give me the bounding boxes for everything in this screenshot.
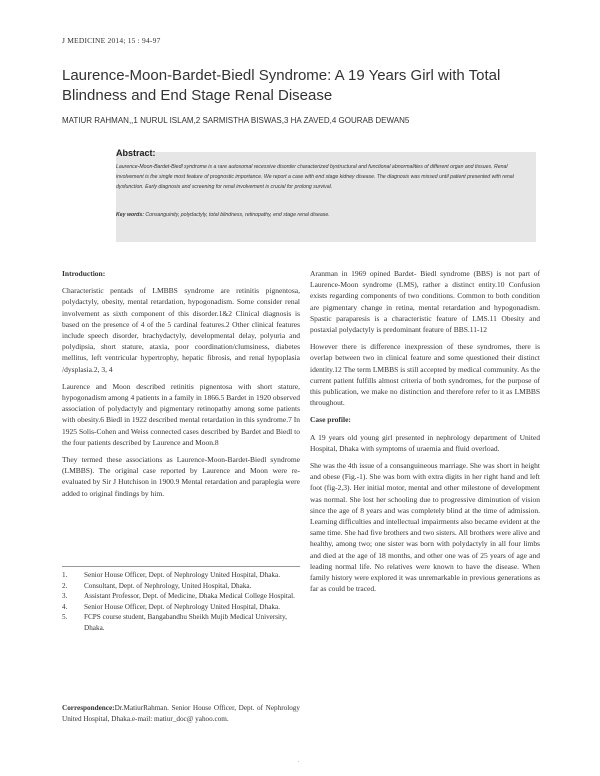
paragraph: A 19 years old young girl presented in nephrology department of United Hospital, Dhaka with symptoms of uraemia and fluid overload. (310, 432, 540, 453)
article-title: Laurence-Moon-Bardet-Biedl Syndrome: A 19 Years Girl with Total Blindness and End Stage Renal Disease (62, 67, 501, 104)
correspondence-label: Correspondence: (62, 704, 115, 712)
right-column (310, 268, 540, 600)
abstract-heading: Abstract: (116, 148, 156, 158)
keywords (116, 212, 534, 218)
correspondence (62, 703, 300, 724)
abstract-body: Laurence-Moon-Bardet-Biedl syndrome is a rare autosomal recessive disorder characterized bystructural and functional abnormalities of different organ and tissues. Renal involvement is the single most feature of prognostic importance. We report a case with end stage kidney disease. The diagnosis was missed until patient presented with renal dysfunction. Early diagnosis and screening for renal involvement is crucial for prolong survival. (116, 164, 514, 191)
left-column (62, 268, 300, 505)
correspondence-text: Dr.MatiurRahman. Senior House Officer, Dept. of Nephrology United Hospital, Dhaka.e-mail: matiur_doc@ yahoo.com. (62, 704, 300, 723)
keywords-label: Key words: (116, 212, 144, 218)
paragraph: She was the 4th issue of a consanguineous marriage. She was short in height and obese (Fig.-1). She was born with extra digits in her right hand and left foot (fig-2,3). Her initial motor, mental and other milestone of development was normal. She lost her schooling due to progressive diminution of vision since the age of 8 years and was completely blind at the time of admission. Learning difficulties and intellectual impairments also became evident at the same time. She had five brothers and two sisters. All brothers were alive and healthy, among two; one sister was born with polydactyly in all four limbs and died at the age of 18 months, and other one was of 25 years of age and leading normal life. No relatives were known to have the disease. When family history were explored it was unremarkable in previous generations as far as could be traced. (310, 461, 540, 594)
abstract-box (116, 148, 536, 242)
paragraph: They termed these associations as Laurence-Moon-Bardet-Biedl syndrome (LMBBS). The original case reported by Laurence and Moon were re-evaluated by Sir J Hutchison in 1900.9 Mental retardation and paraplegia were added to original findings by him. (62, 455, 300, 498)
paragraph: However there is difference inexpression of these syndromes, there is overlap between two in clinical feature and some questioned their distinct identity.12 The term LMBBS is still accepted by medical community. As the current patient fulfills almost criteria of both syndromes, for the purpose of this publication, we make no distinction and therefore refer to it as LMBBS throughout. (310, 342, 540, 408)
footnote-item: 5. FCPS course student, Bangabandhu Sheikh Mujib Medical University, Dhaka. (62, 613, 287, 632)
journal-reference: J MEDICINE 2014; 15 : 94-97 (62, 36, 161, 45)
footnote-item: 2. Consultant, Dept. of Nephrology, United Hospital, Dhaka. (62, 581, 252, 590)
introduction-heading: Introduction: (62, 269, 106, 278)
paragraph: Aranman in 1969 opined Bardet- Biedl syndrome (BBS) is not part of Laurence-Moon syndrome (LMS), rather a distinct entity.10 Confusion exists regarding components of two conditions. Common to both condition are pigmentary change in retina, mental retardation and hypogonadism. Spastic paraparesis is a characteristic feature of LMS.11 Obesity and postaxial polydactyly is predominant feature of BBS.11-12 (310, 269, 540, 335)
paragraph: Laurence and Moon described retinitis pignentosa with short stature, hypogonadism among 4 patients in a family in 1866.5 Bardet in 1920 observed association of polydactyly and pigmentary retinopathy among some patients with obesity.6 Biedl in 1922 described mental retardation in this syndrome.7 In 1925 Solis-Cohen and Weiss connected cases described by Bardet and Biedl to the four patients described by Laurence and Moon.8 (62, 381, 300, 447)
paragraph: Characteristic pentads of LMBBS syndrome are retinitis pignentosa, polydactyly, obesity, mental retardation, hypogonadism. Some consider renal involvement as sixth component of this disorder.1&2 Clinical diagnosis is based on the presence of 4 of the 5 cardinal features.2 Other clinical features include speech disorder, brachydactyly, developmental delay, polyuria and polydipsia, short stature, ataxia, poor coordination/clumsiness, diabetes mellitus, left ventricular hypertrophy, hepatic fibrosis, and renal hypoplasia /dysplasia.2, 3, 4 (62, 286, 300, 374)
page-mark: . (298, 758, 300, 764)
keywords-text: Consanguinity, polydactyly, total blindness, retinopathy, end stage renal disease. (145, 212, 330, 218)
footnote-item: 4. Senior House Officer, Dept. of Nephrology United Hospital, Dhaka. (62, 602, 280, 611)
footnote-item: 3. Assistant Professor, Dept. of Medicine, Dhaka Medical College Hospital. (62, 592, 295, 601)
footnotes (62, 570, 300, 634)
footnote-item: 1. Senior House Officer, Dept. of Nephrology United Hospital, Dhaka. (62, 571, 280, 579)
case-profile-heading: Case profile: (310, 415, 351, 425)
author-list: MATIUR RAHMAN,,1 NURUL ISLAM,2 SARMISTHA BISWAS,3 HA ZAVED,4 GOURAB DEWAN5 (62, 116, 410, 125)
footnote-divider (62, 566, 300, 567)
